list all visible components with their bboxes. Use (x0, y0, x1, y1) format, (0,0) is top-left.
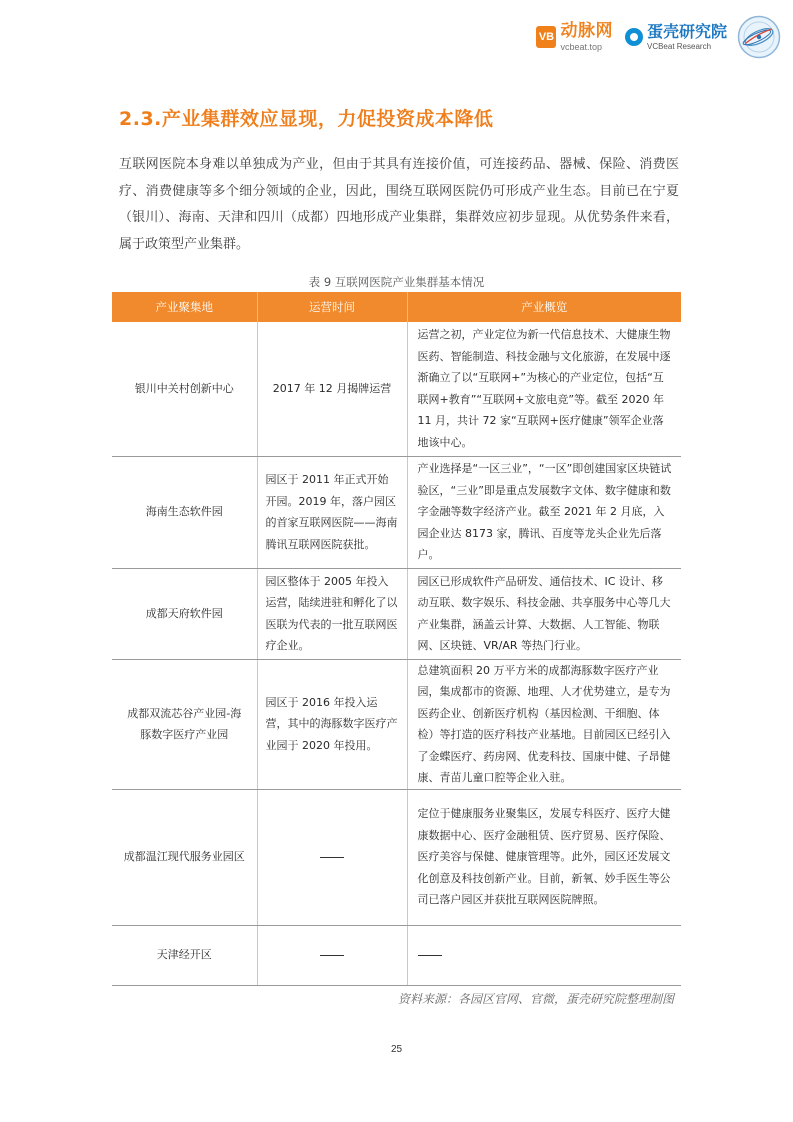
body-paragraph: 互联网医院本身难以单独成为产业，但由于其具有连接价值，可连接药品、器械、保险、消费医疗、消费健康等多个细分领域的企业，因此，围绕互联网医院仍可形成产业生态。目前已在宁夏（银川）、海南、天津和四川（成都）四地形成产业集群，集群效应初步显现。从优势条件来看，属于政策型产业集群。 (119, 157, 679, 252)
row-time: 园区于 2016 年投入运营，其中的海豚数字医疗产业园于 2020 年投用。 (257, 659, 407, 789)
row-location: 银川中关村创新中心 (112, 322, 257, 456)
section-title: 2.3.产业集群效应显现，力促投资成本降低 (119, 108, 494, 130)
row-overview: 定位于健康服务业聚集区，发展专科医疗、医疗大健康数据中心、医疗金融租赁、医疗贸易、医疗保险、医疗美容与保健、健康管理等。此外，园区还发展文化创意及科技创新产业。目前，新氧、妙手医生等公司已落户园区并获批互联网医院牌照。 (407, 789, 681, 925)
row-location: 成都天府软件园 (112, 568, 257, 659)
row-location: 成都温江现代服务业园区 (112, 789, 257, 925)
egg-logo-icon (625, 28, 643, 46)
row-overview: 园区已形成软件产品研发、通信技术、IC 设计、移动互联、数字娱乐、科技金融、共享服务中心等几大产业集群，涵盖云计算、大数据、人工智能、物联网、区块链、VR/AR 等热门行业。 (407, 568, 681, 659)
row-overview: 运营之初，产业定位为新一代信息技术、大健康生物医药、智能制造、科技金融与文化旅游，在发展中逐渐确立了以“互联网+”为核心的产业定位，包括“互联网+教育”“互联网+文旅电竞”等。截至 2020 年 11 月，共计 72 家“互联网+医疗健康”领军企业落地该中心。 (407, 322, 681, 456)
table-header-row (112, 292, 681, 322)
row-time: 园区整体于 2005 年投入运营，陆续进驻和孵化了以医联为代表的一批互联网医疗企业。 (257, 568, 407, 659)
table-row (112, 322, 681, 456)
dash-placeholder (320, 857, 344, 858)
row-time: 园区于 2011 年正式开始开园。2019 年，落户园区的首家互联网医院——海南腾讯互联网医院获批。 (257, 456, 407, 568)
table-row (112, 568, 681, 659)
row-overview-empty (407, 925, 681, 985)
table-row (112, 456, 681, 568)
globe-seal-icon (737, 15, 781, 59)
row-location: 成都双流芯谷产业园-海豚数字医疗产业园 (112, 659, 257, 789)
row-overview: 产业选择是“一区三业”，“一区”即创建国家区块链试验区，“三业”即是重点发展数字文体、数字健康和数字金融等数字经济产业。截至 2021 年 2 月底，入园企业达 8173 家，腾讯、百度等龙头企业先后落户。 (407, 456, 681, 568)
row-time-empty (257, 925, 407, 985)
vb-logo-icon: VB (536, 26, 556, 48)
vcbeat-logo-cn: 动脉网 (560, 20, 613, 41)
column-header-time: 运营时间 (257, 292, 407, 322)
table-row (112, 659, 681, 789)
industry-cluster-table (112, 292, 681, 986)
dash-placeholder (418, 955, 442, 956)
row-time: 2017 年 12 月揭牌运营 (257, 322, 407, 456)
source-note: 资料来源：各园区官网、官微，蛋壳研究院整理制图 (397, 992, 674, 1006)
vcbeat-logo-en: vcbeat.top (560, 41, 603, 52)
vcbeat-logo (536, 20, 613, 52)
row-location: 海南生态软件园 (112, 456, 257, 568)
page-number: 25 (390, 1044, 403, 1055)
table-row (112, 925, 681, 985)
research-logo-cn: 蛋壳研究院 (646, 21, 727, 41)
dash-placeholder (320, 955, 344, 956)
header-logos (536, 14, 781, 60)
table-row (112, 789, 681, 925)
column-header-overview: 产业概览 (407, 292, 681, 322)
row-overview: 总建筑面积 20 万平方米的成都海豚数字医疗产业园，集成都市的资源、地理、人才优势建立，是专为医药企业、创新医疗机构（基因检测、干细胞、体检）等打造的医疗科技产业基地。目前园区已经引入了金蝶医疗、药房网、优麦科技、国康中健、子昂健康、青苗儿童口腔等企业入驻。 (407, 659, 681, 789)
row-time-empty (257, 789, 407, 925)
vcbeat-research-logo (625, 21, 727, 51)
research-logo-en: VCBeat Research (646, 41, 712, 51)
table-caption: 表 9 互联网医院产业集群基本情况 (308, 275, 485, 289)
row-location: 天津经开区 (112, 925, 257, 985)
column-header-location: 产业聚集地 (112, 292, 257, 322)
